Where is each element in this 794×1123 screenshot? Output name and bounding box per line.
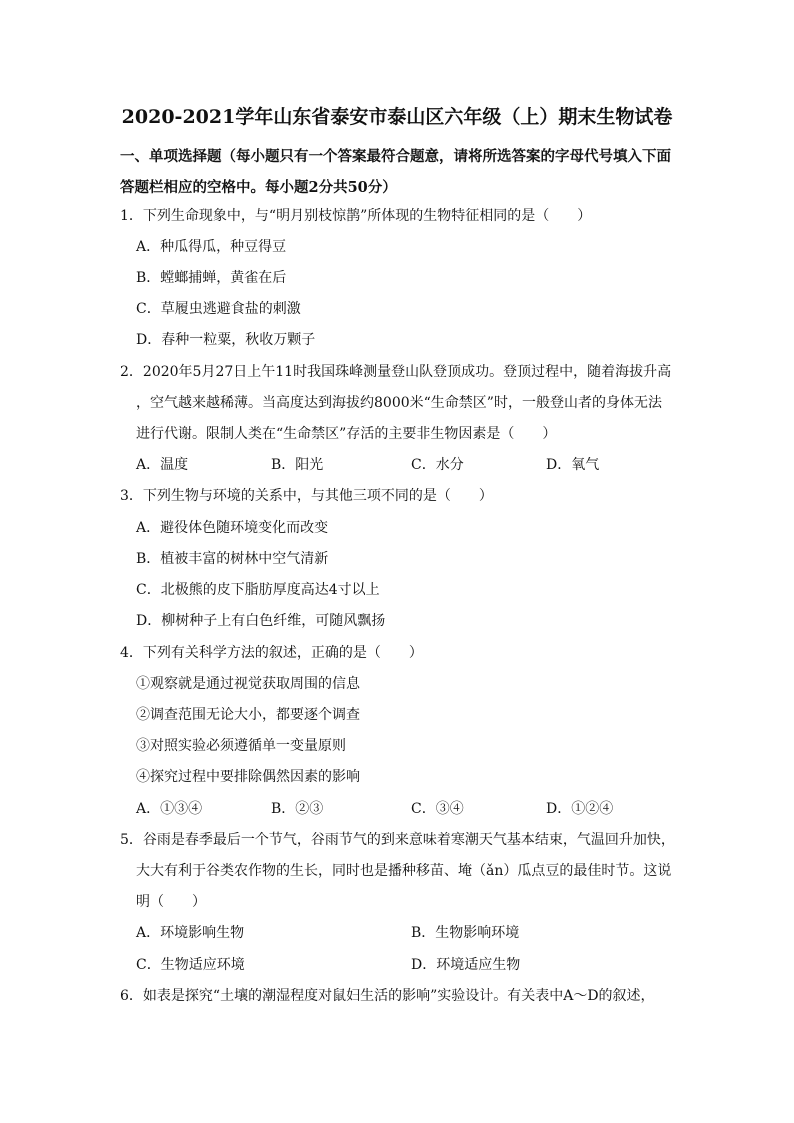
option-d: D．春种一粒粟，秋收万颗子 xyxy=(136,332,316,348)
option-b: B．②③ xyxy=(271,801,324,817)
option-a: A．避役体色随环境变化而改变 xyxy=(136,520,329,536)
statement-2: ②调查范围无论大小，都要逐个调查 xyxy=(136,707,360,723)
question-stem: 6．如表是探究“土壤的潮湿程度对鼠妇生活的影响”实验设计。有关表中A～D的叙述， xyxy=(120,988,655,1004)
option-c: C．③④ xyxy=(411,801,464,817)
option-c: C．北极熊的皮下脂肪厚度高达4寸以上 xyxy=(136,582,380,598)
question-stem: 2．2020年5月27日上午11时我国珠峰测量登山队登顶成功。登顶过程中，随着海拔升高 xyxy=(120,364,672,380)
option-b: B．植被丰富的树林中空气清新 xyxy=(136,551,329,567)
question-stem: 1．下列生命现象中，与“明月别枝惊鹊”所体现的生物特征相同的是（ ） xyxy=(120,208,592,224)
option-b: B．阳光 xyxy=(271,457,324,473)
question-stem: 5．谷雨是春季最后一个节气，谷雨节气的到来意味着寒潮天气基本结束，气温回升加快， xyxy=(120,832,675,848)
option-d: D．①②④ xyxy=(546,801,614,817)
option-a: A．①③④ xyxy=(136,801,203,817)
question-stem: 4．下列有关科学方法的叙述，正确的是（ ） xyxy=(120,645,423,661)
option-d: D．氧气 xyxy=(546,457,600,473)
section-heading: 一、单项选择题（每小题只有一个答案最符合题意，请将所选答案的字母代号填入下面答题栏相应的空格中。每小题2分共50分） xyxy=(120,148,671,196)
option-d: D．环境适应生物 xyxy=(411,957,521,973)
option-b: B．螳螂捕蝉，黄雀在后 xyxy=(136,270,287,286)
question-stem-continued: 进行代谢。限制人类在“生命禁区”存活的主要非生物因素是（ ） xyxy=(136,426,557,442)
statement-4: ④探究过程中要排除偶然因素的影响 xyxy=(136,769,360,785)
option-a: A．温度 xyxy=(136,457,189,473)
option-a: A．种瓜得瓜，种豆得豆 xyxy=(136,239,287,255)
question-stem-continued: 大大有利于谷类农作物的生长，同时也是播种移苗、埯（ǎn）瓜点豆的最佳时节。这说 xyxy=(136,863,672,879)
option-c: C．草履虫逃避食盐的刺激 xyxy=(136,301,301,317)
statement-3: ③对照实验必须遵循单一变量原则 xyxy=(136,738,346,754)
question-stem-continued: ，空气越来越稀薄。当高度达到海拔约8000米“生命禁区”时，一般登山者的身体无法 xyxy=(136,395,662,411)
question-stem-continued: 明（ ） xyxy=(136,894,206,910)
option-d: D．柳树种子上有白色纤维，可随风飘扬 xyxy=(136,613,386,629)
option-c: C．水分 xyxy=(411,457,464,473)
statement-1: ①观察就是通过视觉获取周围的信息 xyxy=(136,676,360,692)
page-title: 2020-2021学年山东省泰安市泰山区六年级（上）期末生物试卷 xyxy=(121,106,673,128)
option-a: A．环境影响生物 xyxy=(136,925,245,941)
option-b: B．生物影响环境 xyxy=(411,925,520,941)
question-stem: 3．下列生物与环境的关系中，与其他三项不同的是（ ） xyxy=(120,488,493,504)
option-c: C．生物适应环境 xyxy=(136,957,245,973)
